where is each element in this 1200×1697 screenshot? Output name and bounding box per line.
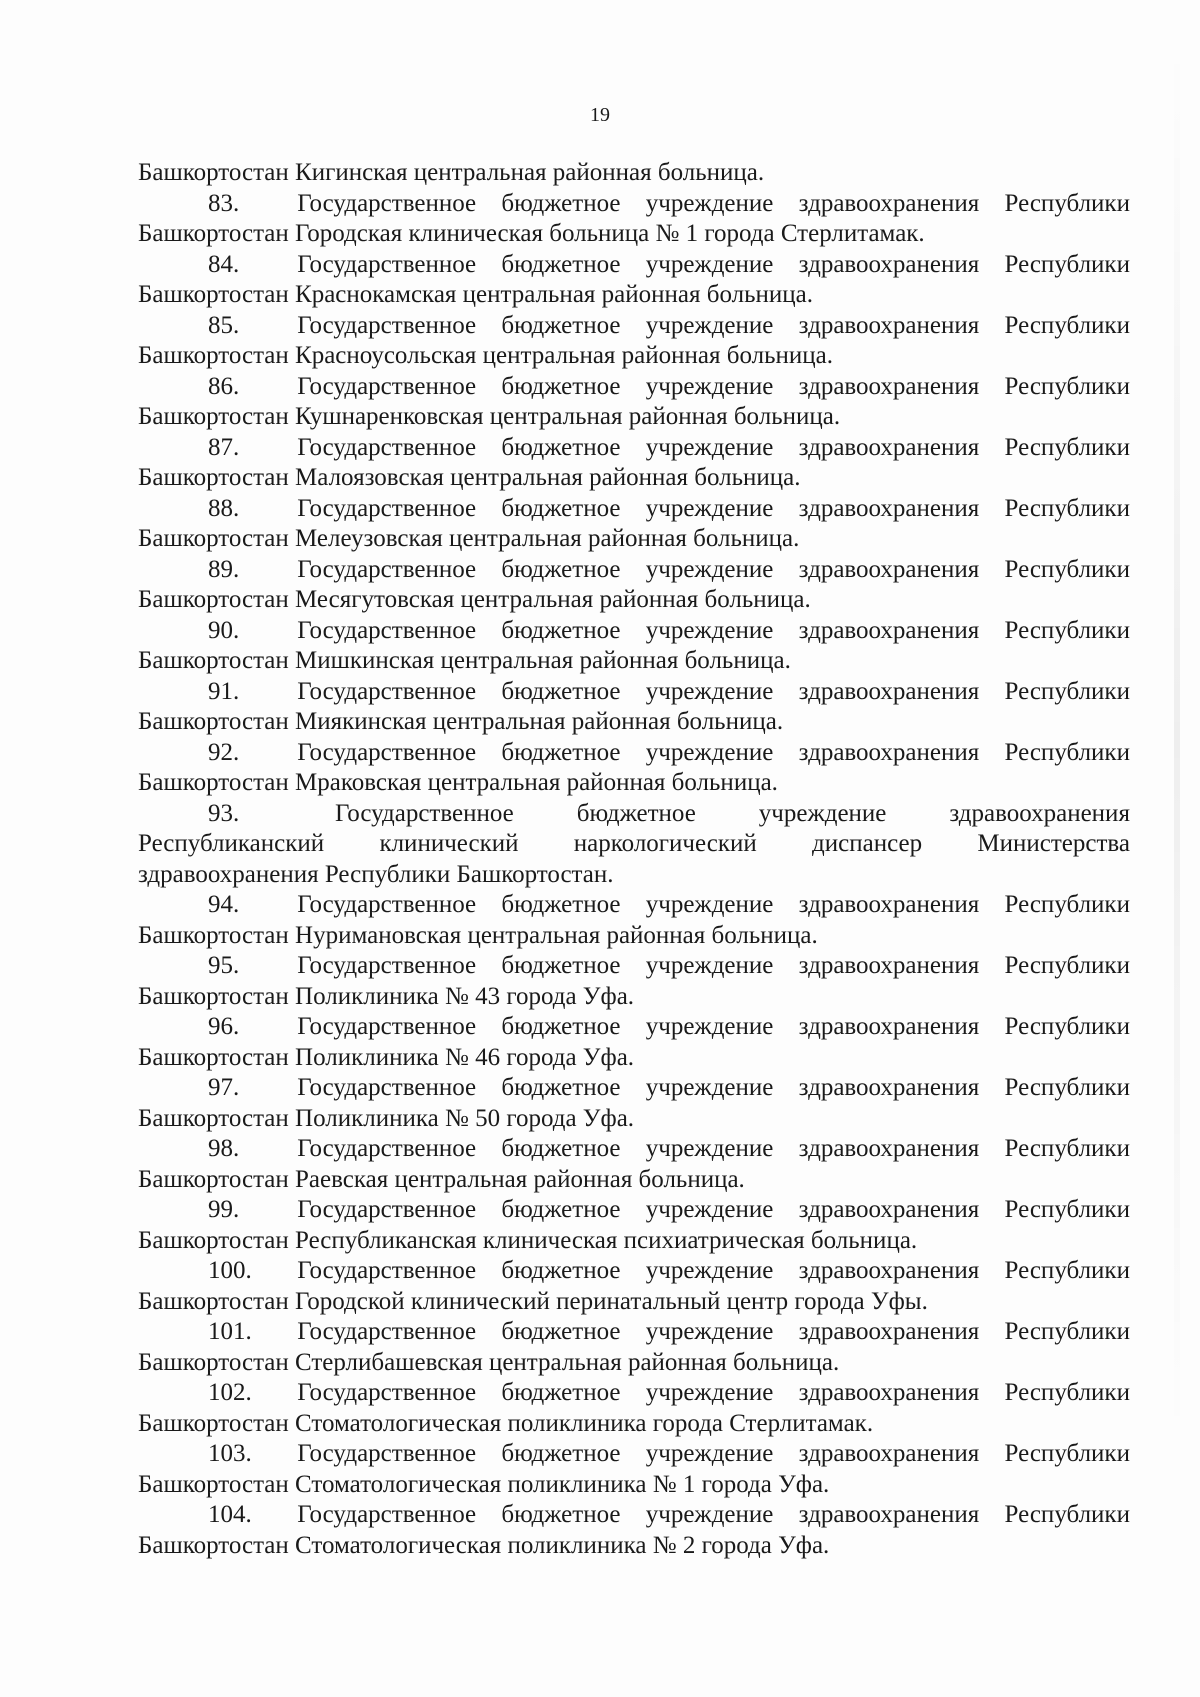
list-item-word: здравоохранения: [798, 1196, 980, 1223]
list-item-word: бюджетное: [501, 1379, 621, 1406]
list-item-word: бюджетное: [501, 1135, 621, 1162]
list-item-first-line: [138, 738, 1130, 769]
list-item-word: бюджетное: [501, 1074, 621, 1101]
list-item-word: здравоохранения: [798, 1379, 980, 1406]
list-item-word: здравоохранения: [798, 1074, 980, 1101]
list-item-word: бюджетное: [501, 616, 621, 644]
list-item-word: бюджетное: [501, 433, 621, 461]
list-item: [138, 1134, 1130, 1195]
list-item-word: учреждение: [645, 372, 774, 400]
list-item-word: учреждение: [645, 1318, 774, 1345]
list-item-word: Государственное: [297, 433, 477, 461]
list-item-first-line: [138, 1317, 1130, 1348]
list-item-word: учреждение: [645, 311, 774, 339]
list-item-number: 95.: [208, 952, 240, 979]
list-item-word: учреждение: [645, 1379, 774, 1406]
list-item-word: здравоохранения: [798, 555, 980, 583]
list-item-word: здравоохранения: [798, 189, 980, 217]
list-item-number: 84.: [208, 250, 240, 278]
list-item-number: 99.: [208, 1196, 240, 1223]
list-item-word: учреждение: [645, 677, 774, 705]
list-item-word: Республики: [1004, 616, 1130, 644]
list-item-word: Республики: [1004, 1013, 1130, 1040]
list-item-word: учреждение: [645, 1257, 774, 1284]
list-item-word: бюджетное: [501, 891, 621, 918]
list-item-word: здравоохранения: [798, 891, 980, 918]
list-item-number: 89.: [208, 555, 240, 583]
list-item-word: Республики: [1004, 1501, 1130, 1528]
list-item-first-line: [138, 1073, 1130, 1104]
list-item-word: бюджетное: [501, 952, 621, 979]
list-item-word: бюджетное: [501, 250, 621, 278]
list-item-word: бюджетное: [501, 494, 621, 522]
list-item-word: Республики: [1004, 189, 1130, 217]
list-item-word: бюджетное: [501, 677, 621, 705]
list-item-first-line: [138, 890, 1130, 921]
list-item-first-line: [138, 799, 1130, 830]
list-item-word: бюджетное: [501, 189, 621, 217]
list-item-first-line: [138, 311, 1130, 342]
list-item-word: здравоохранения: [798, 1257, 980, 1284]
list-item-word: Министерства: [977, 830, 1130, 857]
list-item-first-line: [138, 372, 1130, 403]
list-item-word: Государственное: [297, 1501, 477, 1528]
list-item: [138, 677, 1130, 738]
list-item-word: Государственное: [297, 952, 477, 979]
list-item-word: Республики: [1004, 494, 1130, 522]
list-item-word: здравоохранения: [798, 1135, 980, 1162]
list-item-word: бюджетное: [501, 1196, 621, 1223]
list-item-word: наркологический: [573, 830, 757, 857]
list-item-word: здравоохранения: [949, 799, 1130, 827]
list-item-word: Республики: [1004, 952, 1130, 979]
list-item-first-line: [138, 1134, 1130, 1165]
list-item-number: 86.: [208, 372, 240, 400]
list-item-word: бюджетное: [501, 372, 621, 400]
list-item-text: Башкортостан Мелеузовская центральная районная больница.: [138, 525, 800, 552]
list-item-first-line: [138, 494, 1130, 525]
list-item: [138, 189, 1130, 250]
list-item-number: 103.: [208, 1440, 252, 1467]
list-item-word: учреждение: [645, 1501, 774, 1528]
list-item-word: бюджетное: [501, 1257, 621, 1284]
list-item-number: 87.: [208, 433, 240, 461]
list-item: [138, 494, 1130, 555]
list-item-text: Башкортостан Нуримановская центральная районная больница.: [138, 921, 818, 949]
list-item-word: учреждение: [645, 616, 774, 644]
list-item-word: Государственное: [297, 1074, 477, 1101]
list-item: [138, 799, 1130, 891]
list-item-second-line: [138, 829, 1130, 860]
list-item: [138, 311, 1130, 372]
list-item-word: бюджетное: [501, 555, 621, 583]
list-item-word: учреждение: [645, 189, 774, 217]
list-item-word: Государственное: [297, 1379, 477, 1406]
list-item: [138, 1439, 1130, 1500]
list-item-word: здравоохранения: [798, 1013, 980, 1040]
list-item-word: учреждение: [645, 1135, 774, 1162]
list-item-number: 83.: [208, 189, 240, 217]
list-item-word: Государственное: [297, 677, 477, 705]
list-item: [138, 1012, 1130, 1073]
list-item-word: Государственное: [297, 891, 477, 918]
list-item-word: учреждение: [645, 433, 774, 461]
list-item-word: Государственное: [297, 1257, 477, 1284]
list-item-word: диспансер: [812, 830, 923, 857]
list-item-word: бюджетное: [501, 1013, 621, 1040]
page-number: 19: [590, 104, 610, 126]
list-item-text: Башкортостан Краснокамская центральная районная больница.: [138, 281, 813, 308]
list-item-text: Башкортостан Поликлиника № 46 города Уфа.: [138, 1043, 635, 1071]
list-item-word: бюджетное: [501, 738, 621, 766]
list-item-word: Государственное: [297, 1440, 477, 1467]
list-item-first-line: [138, 616, 1130, 647]
list-item-text: Башкортостан Городская клиническая больница № 1 города Стерлитамак.: [138, 220, 925, 247]
list-item-word: учреждение: [645, 891, 774, 918]
list-item-word: здравоохранения: [798, 677, 980, 705]
list-item-first-line: [138, 1195, 1130, 1226]
list-item-word: Республики: [1004, 555, 1130, 583]
list-item-first-line: [138, 951, 1130, 982]
list-item-number: 102.: [208, 1379, 252, 1406]
list-item-word: учреждение: [645, 738, 774, 766]
list-item-number: 101.: [208, 1318, 252, 1345]
list-item-word: Республики: [1004, 677, 1130, 705]
list-item-word: Государственное: [297, 494, 477, 522]
carry-over-line: Башкортостан Кигинская центральная районная больница.: [138, 159, 765, 186]
list-item-number: 91.: [208, 677, 240, 705]
list-item-number: 92.: [208, 738, 240, 766]
list-item-word: учреждение: [758, 799, 887, 827]
list-item-word: здравоохранения: [798, 1440, 980, 1467]
list-item-text: Башкортостан Мраковская центральная районная больница.: [138, 769, 778, 796]
list-item-number: 85.: [208, 311, 240, 339]
list-item-word: бюджетное: [501, 1501, 621, 1528]
list-item-first-line: [138, 1256, 1130, 1287]
list-item-text: Башкортостан Кушнаренковская центральная районная больница.: [138, 403, 841, 430]
list-item-first-line: [138, 433, 1130, 464]
list-item-word: Республики: [1004, 311, 1130, 339]
list-item-first-line: [138, 189, 1130, 220]
list-item-text: Башкортостан Поликлиника № 50 города Уфа.: [138, 1104, 635, 1132]
list-item-word: здравоохранения: [798, 311, 980, 339]
list-item: [138, 738, 1130, 799]
list-item-word: Республики: [1004, 372, 1130, 400]
list-item-first-line: [138, 1500, 1130, 1531]
list-item: [138, 890, 1130, 951]
list-item-number: 97.: [208, 1074, 240, 1101]
list-item-word: здравоохранения: [798, 1501, 980, 1528]
list-item-word: Республики: [1004, 1074, 1130, 1101]
list-item-first-line: [138, 1439, 1130, 1470]
list-item-first-line: [138, 250, 1130, 281]
list-item-number: 88.: [208, 494, 240, 522]
list-item-number: 93.: [208, 799, 240, 827]
list-item-word: Государственное: [297, 1196, 477, 1223]
list-item-word: здравоохранения: [798, 1318, 980, 1345]
document-body: [138, 158, 1130, 1561]
list-item-word: бюджетное: [501, 1318, 621, 1345]
list-item: [138, 951, 1130, 1012]
list-item-word: здравоохранения: [798, 738, 980, 766]
list-item-text: Башкортостан Стоматологическая поликлиника № 1 города Уфа.: [138, 1470, 830, 1498]
list-item-number: 104.: [208, 1501, 252, 1528]
list-item-first-line: [138, 1012, 1130, 1043]
list-item-word: Государственное: [297, 616, 477, 644]
list-item-word: здравоохранения: [798, 433, 980, 461]
list-item-word: здравоохранения: [798, 494, 980, 522]
list-item-number: 98.: [208, 1135, 240, 1162]
list-item-word: Государственное: [297, 1135, 477, 1162]
list-item-number: 90.: [208, 616, 240, 644]
list-item: [138, 1317, 1130, 1378]
list-item-word: бюджетное: [576, 799, 696, 827]
list-item-word: Государственное: [297, 311, 477, 339]
list-item-word: Республики: [1004, 738, 1130, 766]
list-item-text: Башкортостан Раевская центральная районная больница.: [138, 1165, 745, 1193]
list-item-first-line: [138, 677, 1130, 708]
list-item-word: здравоохранения: [798, 952, 980, 979]
list-item-word: Республики: [1004, 250, 1130, 278]
list-item-word: Республиканский: [138, 830, 325, 857]
list-item-word: Государственное: [297, 555, 477, 583]
list-item-word: учреждение: [645, 555, 774, 583]
list-item-text: Башкортостан Городской клинический перинатальный центр города Уфы.: [138, 1287, 928, 1315]
list-item-word: бюджетное: [501, 311, 621, 339]
list-item-word: учреждение: [645, 1074, 774, 1101]
list-item-word: учреждение: [645, 494, 774, 522]
list-item: [138, 555, 1130, 616]
list-item-word: Республики: [1004, 1196, 1130, 1223]
list-item-word: Республики: [1004, 1379, 1130, 1406]
list-item-text: Башкортостан Стерлибашевская центральная районная больница.: [138, 1348, 840, 1376]
list-item-word: Государственное: [297, 250, 477, 278]
list-item-text: Башкортостан Мишкинская центральная районная больница.: [138, 647, 791, 674]
list-item-word: учреждение: [645, 1440, 774, 1467]
list-item-word: Республики: [1004, 1257, 1130, 1284]
list-item-word: бюджетное: [501, 1440, 621, 1467]
list-item: [138, 433, 1130, 494]
list-item-word: Республики: [1004, 1135, 1130, 1162]
list-item-text: Башкортостан Поликлиника № 43 города Уфа.: [138, 982, 635, 1010]
list-item-text: Башкортостан Красноусольская центральная районная больница.: [138, 342, 833, 369]
list-item-word: клинический: [379, 830, 519, 857]
list-item: [138, 1500, 1130, 1561]
list-item: [138, 1073, 1130, 1134]
list-item-word: здравоохранения: [798, 250, 980, 278]
list-item: [138, 1195, 1130, 1256]
list-item-word: Республики: [1004, 891, 1130, 918]
list-item-word: Государственное: [297, 189, 477, 217]
list-item-text: здравоохранения Республики Башкортостан.: [138, 860, 614, 888]
list-item-word: здравоохранения: [798, 372, 980, 400]
list-item-word: Государственное: [297, 372, 477, 400]
list-item-text: Башкортостан Республиканская клиническая психиатрическая больница.: [138, 1226, 918, 1254]
list-item-word: Республики: [1004, 433, 1130, 461]
list-item-text: Башкортостан Малоязовская центральная районная больница.: [138, 464, 801, 491]
list-item-word: Республики: [1004, 1318, 1130, 1345]
list-item-text: Башкортостан Стоматологическая поликлиника № 2 города Уфа.: [138, 1531, 830, 1559]
list-item-word: учреждение: [645, 250, 774, 278]
list-item-word: Государственное: [297, 1013, 477, 1040]
list-item: [138, 1256, 1130, 1317]
list-item-number: 100.: [208, 1257, 252, 1284]
list-item-text: Башкортостан Месягутовская центральная районная больница.: [138, 586, 811, 613]
list-item: [138, 250, 1130, 311]
list-item-word: здравоохранения: [798, 616, 980, 644]
scan-margin-shade: [1174, 40, 1180, 1440]
list-item-number: 96.: [208, 1013, 240, 1040]
list-item-number: 94.: [208, 891, 240, 918]
list-item-text: Башкортостан Стоматологическая поликлиника города Стерлитамак.: [138, 1409, 874, 1437]
list-item-first-line: [138, 1378, 1130, 1409]
list-item-word: Республики: [1004, 1440, 1130, 1467]
list-item-word: Государственное: [297, 738, 477, 766]
list-item: [138, 616, 1130, 677]
list-item-word: учреждение: [645, 1196, 774, 1223]
list-item: [138, 372, 1130, 433]
list-item-word: учреждение: [645, 952, 774, 979]
list-item-text: Башкортостан Миякинская центральная районная больница.: [138, 708, 784, 735]
list-item-word: Государственное: [334, 799, 514, 827]
list-item: [138, 1378, 1130, 1439]
list-item-first-line: [138, 555, 1130, 586]
list-item-word: учреждение: [645, 1013, 774, 1040]
institution-list: [138, 189, 1130, 1562]
list-item-word: Государственное: [297, 1318, 477, 1345]
